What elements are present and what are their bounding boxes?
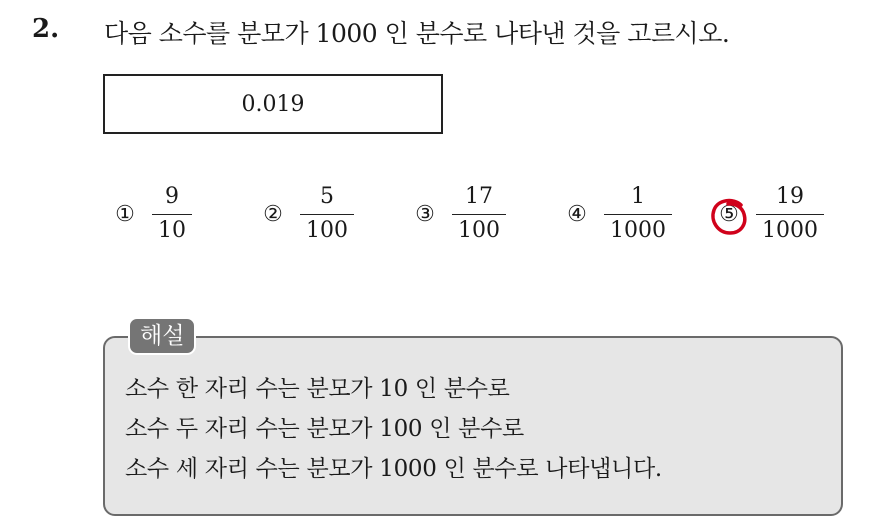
fraction-bar	[452, 214, 506, 216]
choice-marker: ①	[115, 201, 135, 227]
explanation-tag: 해설	[128, 317, 196, 355]
fraction-denominator: 100	[458, 218, 500, 244]
fraction-numerator: 17	[465, 183, 493, 209]
given-value: 0.019	[241, 91, 305, 117]
choice-fraction	[152, 184, 192, 245]
choice-marker: ②	[263, 201, 283, 227]
choice-fraction	[452, 184, 506, 245]
choice-5[interactable]	[714, 182, 824, 246]
given-value-box	[103, 74, 443, 134]
fraction-bar	[152, 214, 192, 216]
choice-fraction	[300, 184, 354, 245]
fraction-bar	[604, 214, 672, 216]
question-number: 2.	[32, 14, 60, 44]
choice-2[interactable]	[258, 182, 354, 246]
explanation-line: 소수 두 자리 수는 분모가 100 인 분수로	[125, 416, 524, 442]
choice-1[interactable]	[110, 182, 192, 246]
choice-4[interactable]	[562, 182, 672, 246]
question-text: 다음 소수를 분모가 1000 인 분수로 나타낸 것을 고르시오.	[104, 19, 730, 48]
choice-marker: ④	[567, 201, 587, 227]
fraction-bar	[756, 214, 824, 216]
explanation-lines	[125, 369, 662, 489]
explanation-line: 소수 한 자리 수는 분모가 10 인 분수로	[125, 376, 510, 402]
fraction-denominator: 10	[158, 218, 186, 244]
choice-fraction	[756, 184, 824, 245]
explanation-line: 소수 세 자리 수는 분모가 1000 인 분수로 나타냅니다.	[125, 456, 662, 482]
fraction-bar	[300, 214, 354, 216]
choice-3[interactable]	[410, 182, 506, 246]
fraction-denominator: 100	[306, 218, 348, 244]
fraction-numerator: 5	[320, 183, 334, 209]
choice-fraction	[604, 184, 672, 245]
fraction-numerator: 9	[165, 183, 179, 209]
choice-marker	[714, 202, 744, 227]
fraction-denominator: 1000	[762, 218, 818, 244]
fraction-denominator: 1000	[610, 218, 666, 244]
fraction-numerator: 19	[776, 183, 804, 209]
choice-marker-text: ⑤	[719, 201, 739, 227]
choice-marker: ③	[415, 201, 435, 227]
choices-row	[0, 182, 884, 252]
fraction-numerator: 1	[631, 183, 645, 209]
